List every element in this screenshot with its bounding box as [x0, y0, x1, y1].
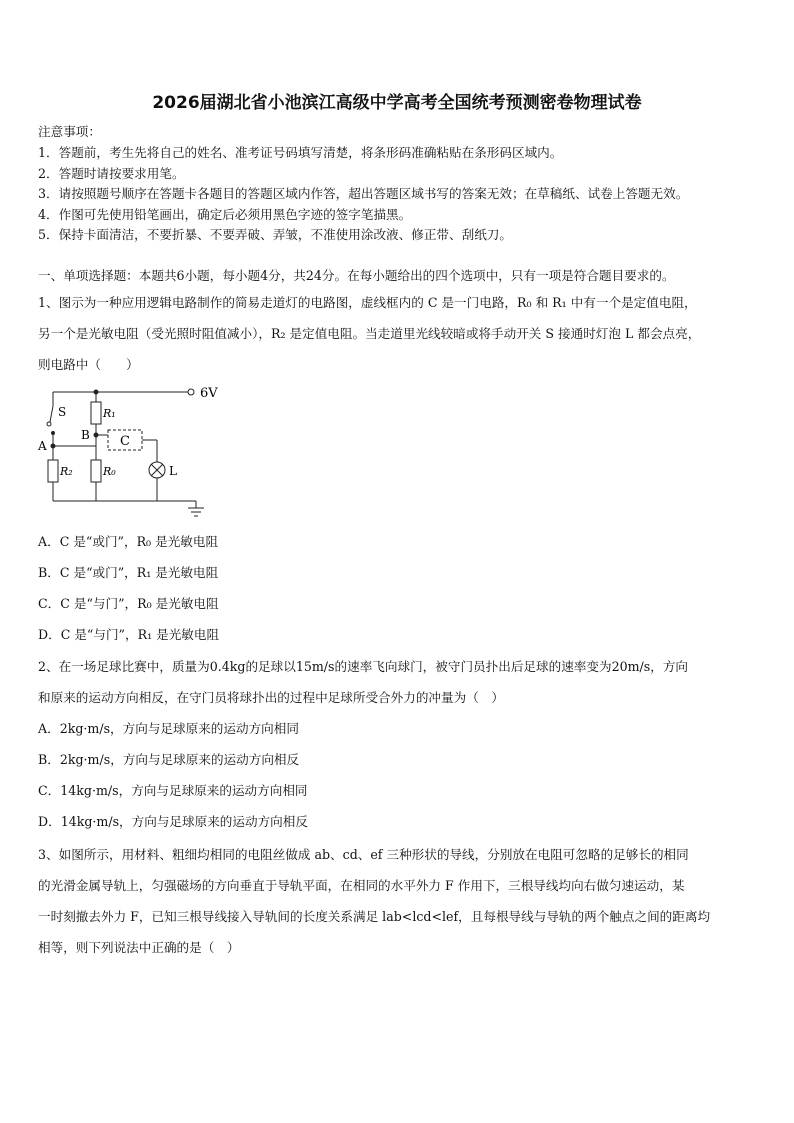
q2-stem-line: 和原来的运动方向相反，在守门员将球扑出的过程中足球所受合外力的冲量为（ ） — [38, 690, 504, 705]
voltage-label: 6V — [200, 386, 218, 401]
notice-item: 2．答题时请按要求用笔。 — [38, 166, 185, 181]
switch-label: S — [58, 405, 67, 419]
q3-stem-line: 3、如图所示，用材料、粗细均相同的电阻丝做成 ab、cd、ef 三种形状的导线，分别放在电阻可忽略的足够长的相同 — [38, 847, 689, 862]
gate-label: C — [120, 434, 130, 449]
q1-stem-line: 则电路中（ ） — [38, 357, 139, 372]
notice-item: 1．答题前，考生先将自己的姓名、准考证号码填写清楚，将条形码准确粘贴在条形码区域内。 — [38, 145, 563, 160]
q3-stem-line: 相等，则下列说法中正确的是（ ） — [38, 940, 240, 955]
node-a-label: A — [38, 439, 47, 453]
notice-item: 5．保持卡面清洁，不要折暴、不要弄破、弄皱，不准使用涂改液、修正带、刮纸刀。 — [38, 227, 512, 242]
q3-stem-line: 的光滑金属导轨上，匀强磁场的方向垂直于导轨平面，在相同的水平外力 F 作用下，三根导线均向右做匀速运动，某 — [38, 878, 685, 893]
q1-option-d[interactable]: D．C 是“与门”，R₁ 是光敏电阻 — [38, 627, 220, 642]
section-heading: 一、单项选择题：本题共6小题，每小题4分，共24分。在每小题给出的四个选项中，只有一项是符合题目要求的。 — [38, 268, 675, 283]
q1-circuit-diagram — [36, 378, 226, 520]
q1-stem-line: 另一个是光敏电阻（受光照时阻值减小），R₂ 是定值电阻。当走道里光线较暗或将手动开关 S 接通时灯泡 L 都会点亮， — [38, 326, 701, 341]
q2-option-a[interactable]: A．2kg·m/s，方向与足球原来的运动方向相同 — [38, 721, 299, 736]
q2-option-c[interactable]: C．14kg·m/s，方向与足球原来的运动方向相同 — [38, 783, 308, 798]
q2-stem-line: 2、在一场足球比赛中，质量为0.4kg的足球以15m/s的速率飞向球门，被守门员扑出后足球的速率变为20m/s，方向 — [38, 659, 689, 674]
q1-stem-line: 1、图示为一种应用逻辑电路制作的简易走道灯的电路图，虚线框内的 C 是一门电路，R₀ 和 R₁ 中有一个是定值电阻， — [38, 295, 697, 310]
notice-item: 3．请按照题号顺序在答题卡各题目的答题区域内作答，超出答题区域书写的答案无效；在草稿纸、试卷上答题无效。 — [38, 186, 689, 201]
q1-option-c[interactable]: C．C 是“与门”，R₀ 是光敏电阻 — [38, 596, 219, 611]
r0-label: R₀ — [103, 465, 116, 478]
node-b-label: B — [81, 428, 90, 442]
q2-option-b[interactable]: B．2kg·m/s，方向与足球原来的运动方向相反 — [38, 752, 300, 767]
lamp-label: L — [169, 464, 177, 478]
notice-item: 4．作图可先使用铅笔画出，确定后必须用黑色字迹的签字笔描黑。 — [38, 207, 412, 222]
q3-stem-line: 一时刻撤去外力 F，已知三根导线接入导轨间的长度关系满足 lab<lcd<lef，且每根导线与导轨的两个触点之间的距离均 — [38, 909, 711, 924]
r2-label: R₂ — [60, 465, 73, 478]
page-title: 2026届湖北省小池滨江高级中学高考全国统考预测密卷物理试卷 — [152, 93, 642, 113]
r1-label: R₁ — [103, 407, 116, 420]
q2-option-d[interactable]: D．14kg·m/s，方向与足球原来的运动方向相反 — [38, 814, 308, 829]
q1-option-b[interactable]: B．C 是“或门”，R₁ 是光敏电阻 — [38, 565, 219, 580]
q1-option-a[interactable]: A．C 是“或门”，R₀ 是光敏电阻 — [38, 534, 219, 549]
notice-heading: 注意事项： — [38, 124, 101, 139]
